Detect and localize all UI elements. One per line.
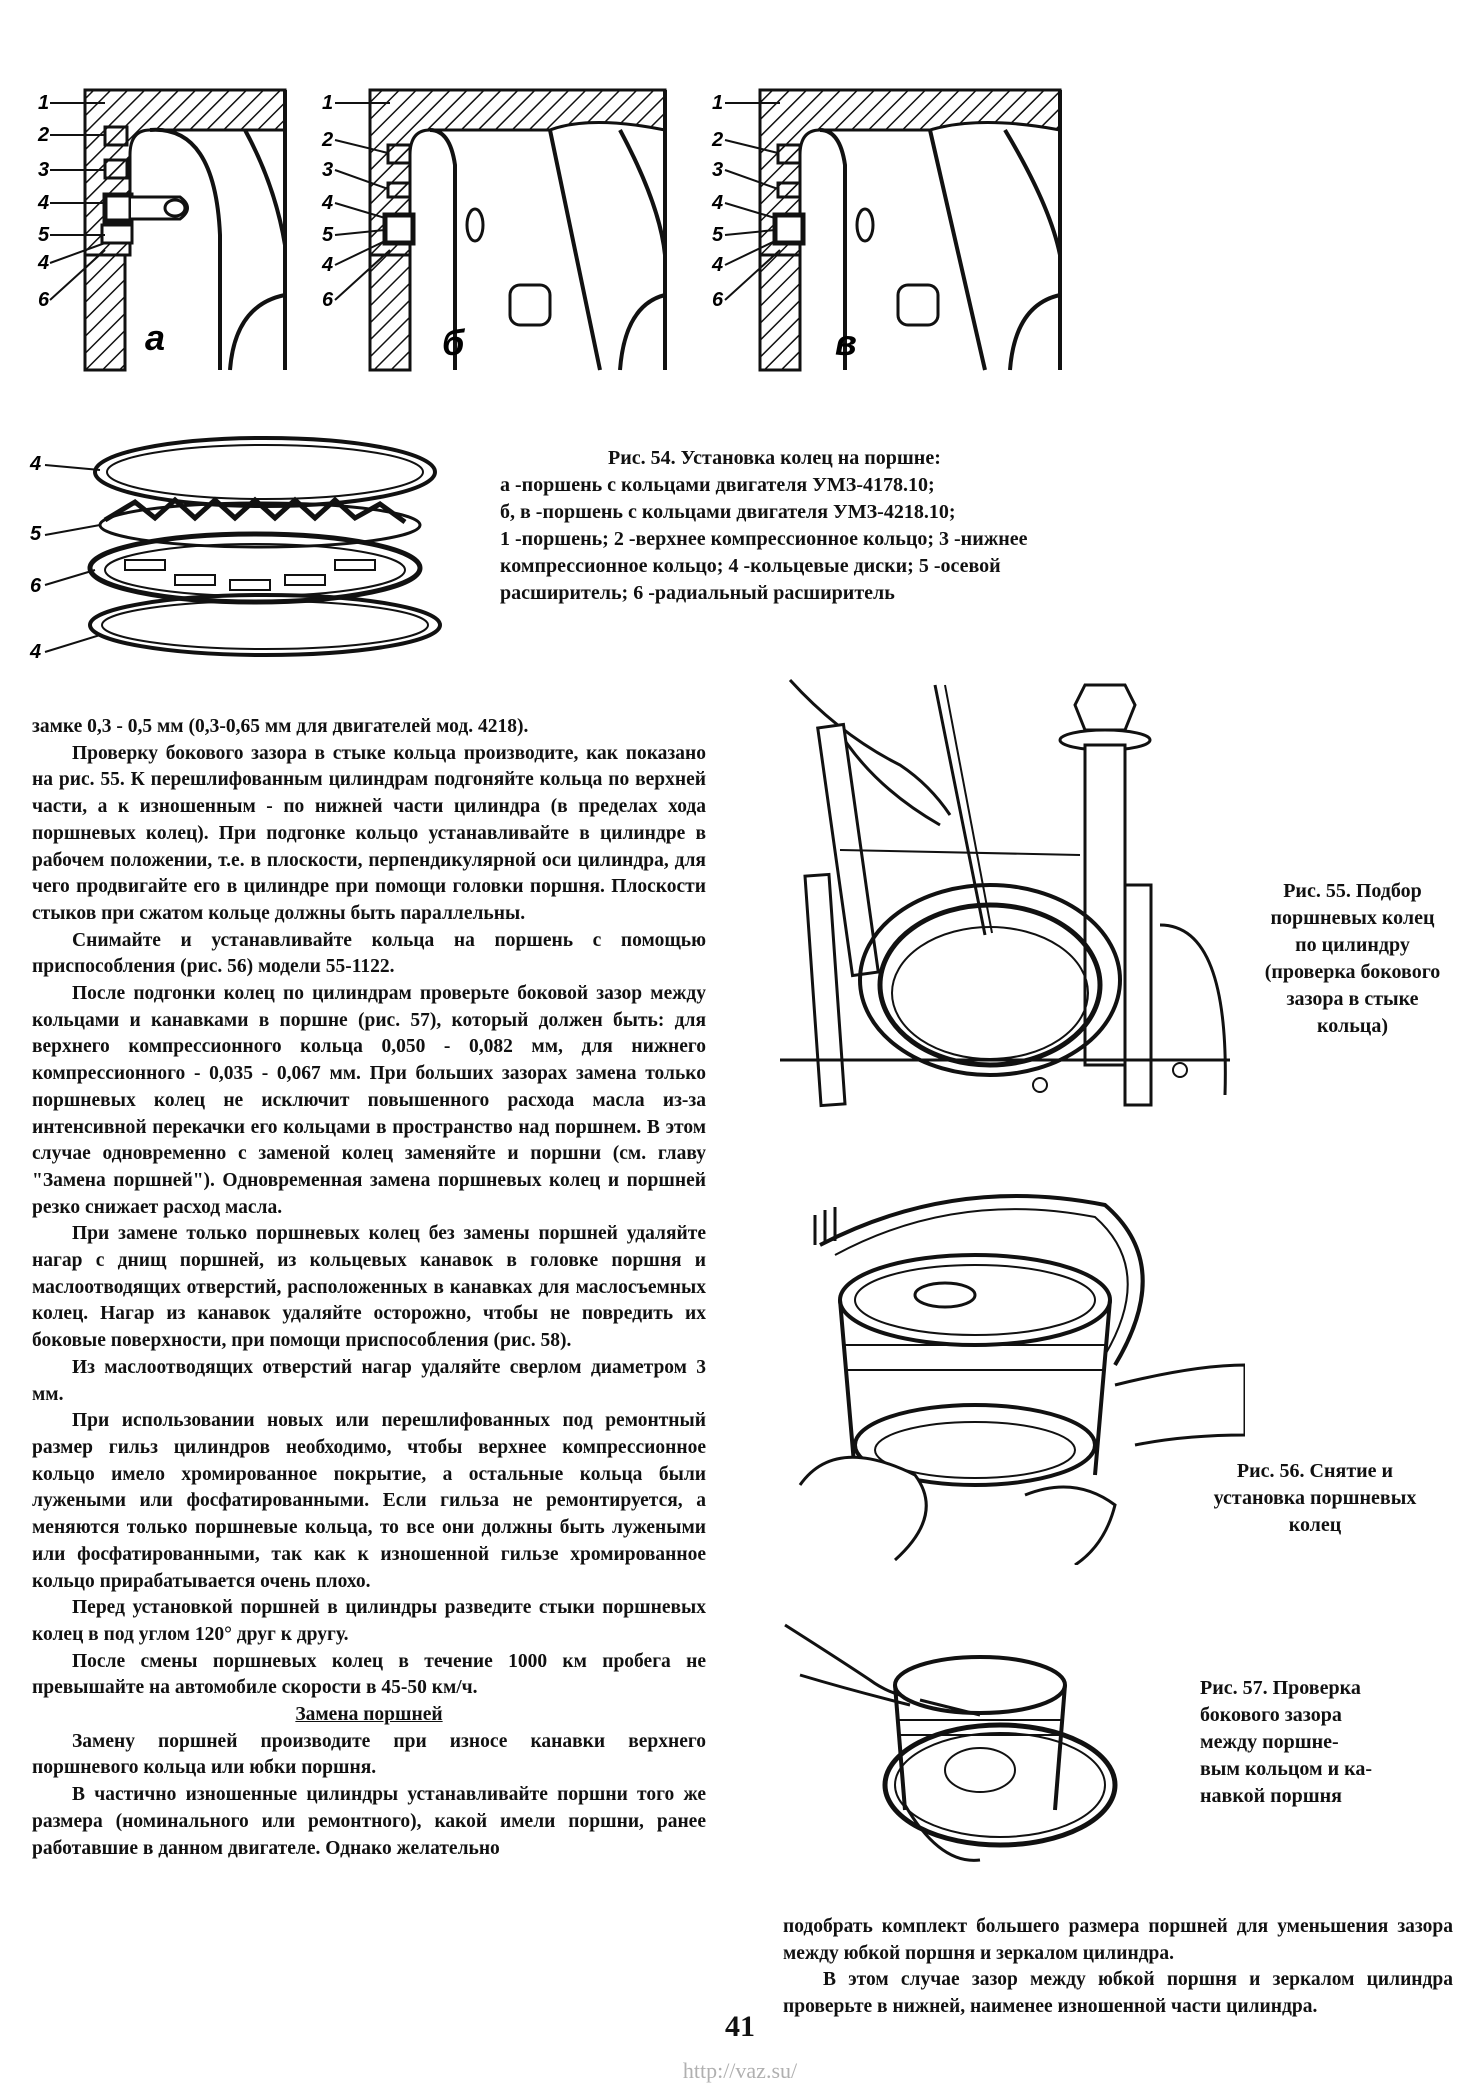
fig54-c-callout-4b: 4 — [712, 254, 724, 276]
footer-url: http://vaz.su/ — [682, 2058, 798, 2083]
fig55-caption — [1240, 878, 1465, 1040]
left-paragraph: После подгонки колец по цилиндрам проверьте боковой зазор между кольцами и канавками в поршне (рис. 57), который должен быть: для верхнего компрессионного кольца 0,050 - 0,082 мм, для нижнего компрессионного - 0,035 - 0,067 мм. При больших зазорах замена только поршневых колец не исключит повышенного расхода масла из-за интенсивной перекачки его кольцами в пространство над поршнем. В этом случае одновременно с заменой колец заменяйте и поршни (см. главу "Замена поршней"). Одновременная замена поршневых колец и поршней резко снижает расход масла. — [32, 983, 706, 1218]
left-paragraph: Замену поршней производите при износе канавки верхнего поршневого кольца или юбки поршня. — [32, 1730, 706, 1779]
fig54-a-callout-1: 1 — [38, 92, 50, 114]
left-column — [32, 714, 706, 1862]
fig54-c-callout-1: 1 — [712, 92, 724, 114]
ring-callout-6: 6 — [30, 575, 42, 597]
fig54-panel-c-label: в — [835, 322, 857, 363]
fig57-illustration — [780, 1620, 1140, 1870]
fig56-illustration — [775, 1175, 1245, 1565]
fig55-caption-line: Рис. 55. Подбор — [1283, 880, 1422, 902]
fig54-panel-a — [37, 90, 285, 370]
fig54-caption-line: 1 -поршень; 2 -верхнее компрессионное кольцо; 3 -нижнее — [500, 528, 1028, 550]
fig57-caption-line: вым кольцом и ка- — [1200, 1758, 1373, 1780]
fig54-c-callout-5: 5 — [712, 224, 724, 246]
fig54-b-callout-4: 4 — [322, 192, 334, 214]
fig55-caption-line: кольца) — [1317, 1015, 1388, 1037]
left-paragraph: При замене только поршневых колец без замены поршней удаляйте нагар с днищ поршней, из кольцевых канавок в головке поршня и маслоотводящих отверстий, расположенных в канавках для маслосъемных колец. Нагар из канавок удаляйте осторожно, чтобы не повредить их боковые поверхности, при помощи приспособления (рис. 58). — [32, 1223, 706, 1352]
fig55-caption-line: поршневых колец — [1270, 907, 1435, 929]
fig54-sections — [30, 85, 1090, 385]
fig54-c-callout-4: 4 — [712, 192, 724, 214]
page-number: 41 — [725, 2010, 755, 2043]
fig57-caption-line: бокового зазора — [1200, 1704, 1342, 1726]
fig54-caption-line: б, в -поршень с кольцами двигателя УМЗ-4218.10; — [500, 501, 956, 523]
left-paragraph: После смены поршневых колец в течение 1000 км пробега не превышайте на автомобиле скорости в 45-50 км/ч. — [32, 1650, 706, 1699]
right-paragraph: В этом случае зазор между юбкой поршня и зеркалом цилиндра проверьте в нижней, наименее изношенной части цилиндра. — [783, 1969, 1453, 2018]
fig56-caption — [1190, 1458, 1440, 1539]
fig57-caption-line: между поршне- — [1200, 1731, 1339, 1753]
fig54-a-callout-2: 2 — [38, 124, 50, 146]
fig54-caption-line: а -поршень с кольцами двигателя УМЗ-4178.10; — [500, 474, 935, 496]
fig54-panel-b — [321, 90, 665, 370]
fig54-caption-line: компрессионное кольцо; 4 -кольцевые диски; 5 -осевой — [500, 555, 1001, 577]
fig54-a-callout-6: 6 — [38, 289, 50, 311]
right-paragraph: подобрать комплект большего размера поршней для уменьшения зазора между юбкой поршня и зеркалом цилиндра. — [783, 1916, 1453, 1964]
fig54-a-callout-4b: 4 — [38, 252, 50, 274]
fig54-ring-assembly — [25, 430, 445, 665]
left-paragraph: замке 0,3 - 0,5 мм (0,3-0,65 мм для двигателей мод. 4218). — [32, 716, 529, 737]
fig55-caption-line: по цилиндру — [1295, 934, 1410, 956]
fig54-caption-line: расширитель; 6 -радиальный расширитель — [500, 582, 895, 604]
fig56-caption-line: колец — [1288, 1514, 1342, 1536]
fig54-b-callout-2: 2 — [322, 129, 334, 151]
fig54-panel-c — [711, 90, 1060, 370]
left-paragraph: В частично изношенные цилиндры устанавливайте поршни того же размера (номинального или ремонтного), какой имели поршни, ранее работавшие в данном двигателе. Однако желательно — [32, 1784, 706, 1859]
section-title: Замена поршней — [295, 1704, 443, 1726]
fig54-c-callout-3: 3 — [712, 159, 724, 181]
left-paragraph: Перед установкой поршней в цилиндры разведите стыки поршневых колец в под углом 120° друг к другу. — [32, 1597, 706, 1645]
fig54-b-callout-5: 5 — [322, 224, 334, 246]
fig54-c-callout-2: 2 — [712, 129, 724, 151]
fig57-caption-line: Рис. 57. Проверка — [1200, 1677, 1361, 1699]
ring-callout-4-top: 4 — [30, 453, 42, 475]
fig54-b-callout-1: 1 — [322, 92, 334, 114]
fig57-caption-line: навкой поршня — [1200, 1785, 1342, 1807]
fig54-panel-b-label: б — [442, 322, 465, 363]
fig54-a-callout-4: 4 — [38, 192, 50, 214]
ring-callout-4-bottom: 4 — [30, 641, 42, 663]
fig55-caption-line: (проверка бокового — [1264, 961, 1441, 983]
fig54-b-callout-3: 3 — [322, 159, 334, 181]
fig57-caption — [1200, 1675, 1415, 1810]
fig54-caption-line: Рис. 54. Установка колец на поршне: — [608, 447, 941, 469]
left-paragraph: Из маслоотводящих отверстий нагар удаляйте сверлом диаметром 3 мм. — [32, 1356, 706, 1405]
left-paragraph: Снимайте и устанавливайте кольца на поршень с помощью приспособления (рис. 56) модели 55-1122. — [32, 929, 706, 978]
fig56-caption-line: Рис. 56. Снятие и — [1236, 1460, 1394, 1482]
fig56-caption-line: установка поршневых — [1213, 1487, 1417, 1509]
fig54-panel-a-label: а — [145, 317, 166, 358]
fig54-c-callout-6: 6 — [712, 289, 724, 311]
fig54-b-callout-6: 6 — [322, 289, 334, 311]
fig54-caption — [500, 445, 1140, 607]
fig55-caption-line: зазора в стыке — [1286, 988, 1419, 1010]
right-column — [783, 1914, 1453, 2021]
fig54-a-callout-3: 3 — [38, 159, 50, 181]
left-paragraph: При использовании новых или перешлифованных под ремонтный размер гильз цилиндров необходимо, чтобы верхнее компрессионное кольцо имело хромированное покрытие, а остальные кольца были лужеными или фосфатированными. Если гильза не ремонтируется, а меняются только поршневые кольца, то все они должны быть лужеными или фосфатированными, так как к изношенной гильзе хромированное кольцо прирабатывается очень плохо. — [32, 1410, 706, 1592]
fig54-b-callout-4b: 4 — [322, 254, 334, 276]
ring-callout-5: 5 — [30, 523, 42, 545]
fig54-a-callout-5: 5 — [38, 224, 50, 246]
left-paragraph: Проверку бокового зазора в стыке кольца производите, как показано на рис. 55. К перешлифованным цилиндрам подгоняйте кольца по верхней части, а к изношенным - по нижней части цилиндра (в пределах хода поршневых колец). При подгонке кольцо устанавливайте в цилиндре в рабочем положении, т.е. в плоскости, перпендикулярной оси цилиндра, для чего продвигайте его в цилиндре при помощи головки поршня. Плоскости стыков при сжатом кольце должны быть параллельны. — [32, 742, 706, 924]
fig55-illustration — [780, 675, 1230, 1110]
